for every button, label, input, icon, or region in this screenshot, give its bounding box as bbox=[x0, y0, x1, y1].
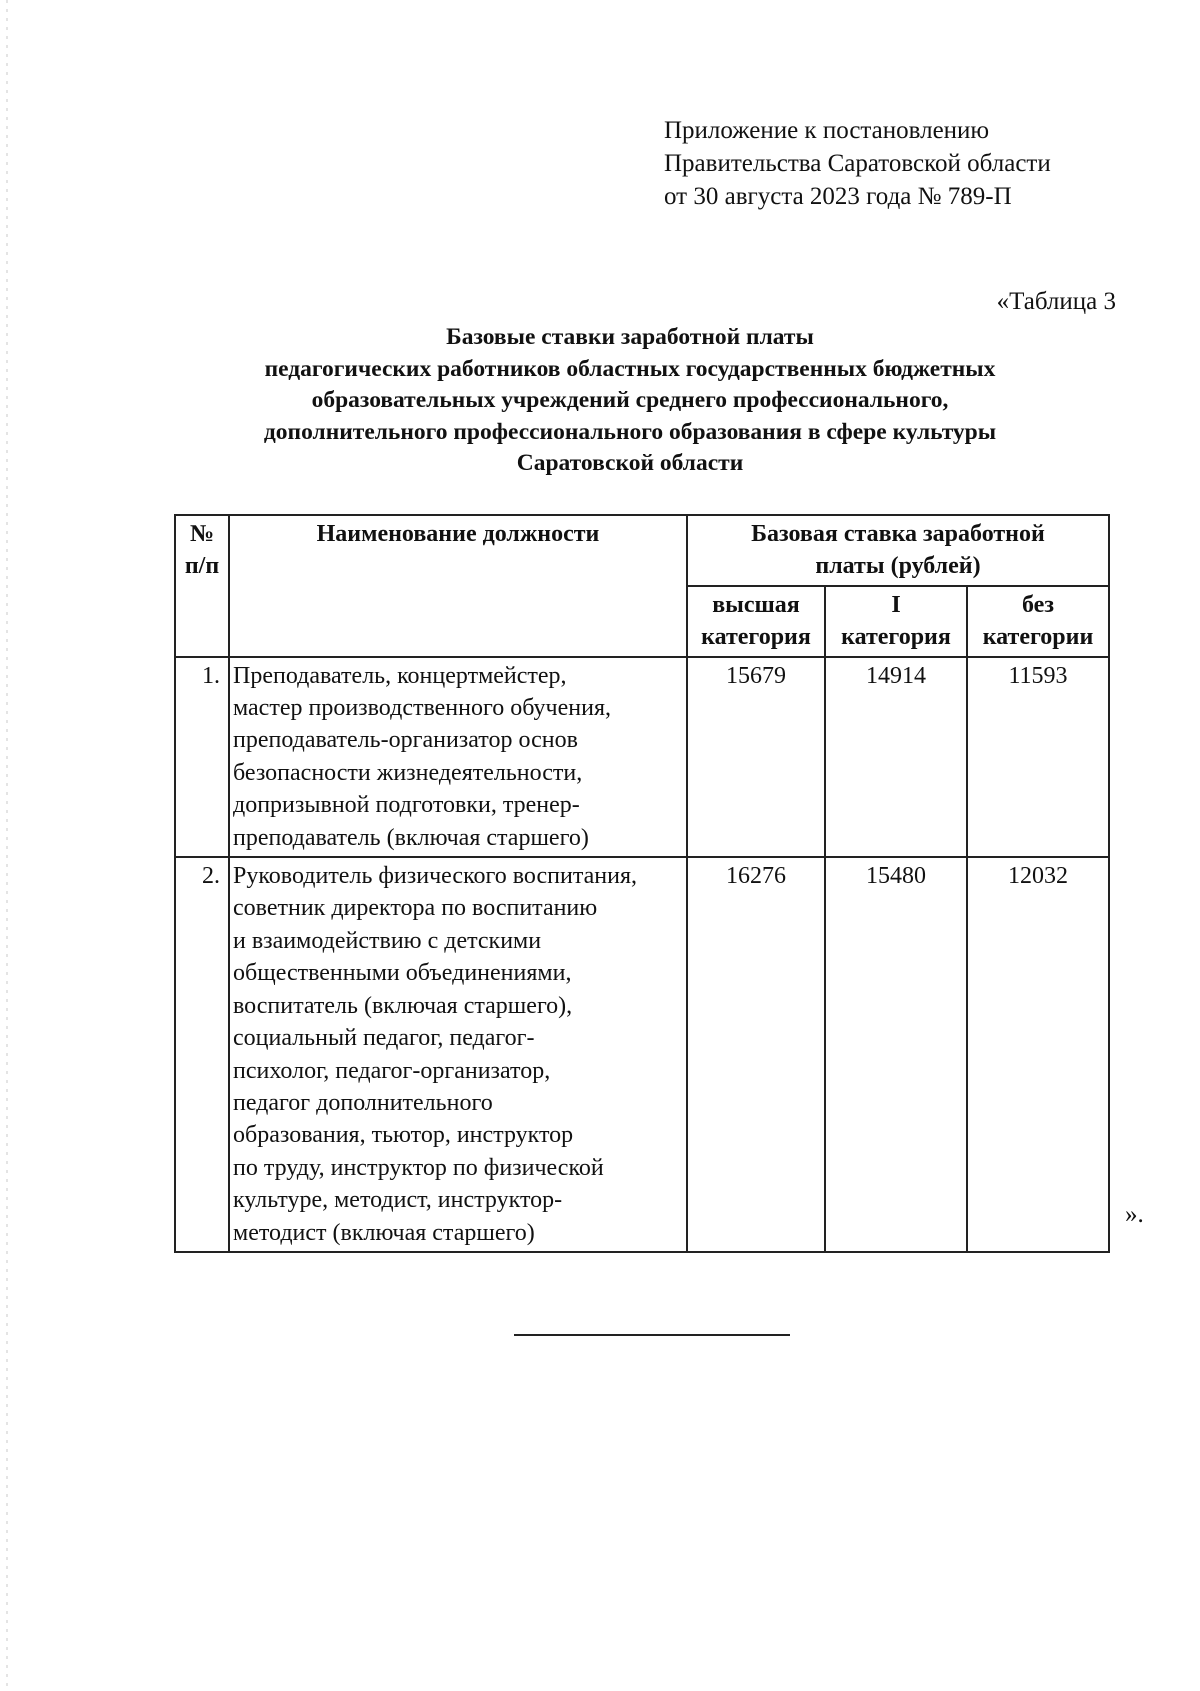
end-rule bbox=[514, 1334, 790, 1336]
header-position-name: Наименование должности bbox=[229, 515, 687, 657]
rate-no-category: 11593 bbox=[967, 657, 1109, 857]
title-line: педагогических работников областных государственных бюджетных bbox=[264, 355, 996, 382]
title-line: дополнительного профессионального образования в сфере культуры bbox=[263, 418, 997, 445]
rate-no-category: 12032 bbox=[967, 857, 1109, 1252]
title-line: образовательных учреждений среднего профессионального, bbox=[311, 387, 949, 413]
header-number-line1: № bbox=[189, 521, 215, 547]
annex-block bbox=[664, 114, 1051, 213]
header-base-rate-line2: платы (рублей) bbox=[815, 553, 981, 580]
rate-high-category: 15679 bbox=[687, 657, 825, 857]
header-category-first: I категория bbox=[825, 586, 967, 657]
table-label: «Таблица 3 bbox=[996, 288, 1116, 315]
header-category-none: без категории bbox=[967, 586, 1109, 657]
header-number bbox=[175, 515, 229, 657]
header-base-rate bbox=[687, 515, 1109, 586]
annex-line: от 30 августа 2023 года № 789-П bbox=[664, 183, 1012, 210]
row-number: 1. bbox=[175, 657, 229, 857]
table-row bbox=[175, 857, 1109, 1252]
header-category-high: высшая категория bbox=[687, 586, 825, 657]
rate-high-category: 16276 bbox=[687, 857, 825, 1252]
rate-first-category: 14914 bbox=[825, 657, 967, 857]
annex-line: Правительства Саратовской области bbox=[664, 150, 1051, 177]
header-base-rate-line1: Базовая ставка заработной bbox=[751, 521, 1045, 547]
annex-line: Приложение к постановлению bbox=[664, 117, 990, 144]
position-name: Руководитель физического воспитания, советник директора по воспитанию и взаимодействию с детскими общественными объединениями, воспитатель (включая старшего), социальный педагог, педагог- психолог, педагог-организатор, педагог дополнительного образования, тьютор, инструктор по труду, инструктор по физической культуре, методист, инструктор- методист (включая старшего) bbox=[229, 857, 687, 1252]
scan-edge-artifact bbox=[6, 0, 8, 1691]
position-name: Преподаватель, концертмейстер, мастер производственного обучения, преподаватель-организатор основ безопасности жизнедеятельности, допризывной подготовки, тренер- преподаватель (включая старшего) bbox=[229, 657, 687, 857]
row-number: 2. bbox=[175, 857, 229, 1252]
salary-rates-table bbox=[174, 514, 1110, 1253]
document-title bbox=[170, 322, 1090, 480]
header-row bbox=[175, 515, 1109, 586]
table-row bbox=[175, 657, 1109, 857]
header-number-line2: п/п bbox=[184, 553, 220, 580]
title-line: Саратовской области bbox=[516, 450, 744, 476]
title-line: Базовые ставки заработной платы bbox=[446, 324, 814, 350]
closing-quote-mark: ». bbox=[1125, 1201, 1144, 1228]
rate-first-category: 15480 bbox=[825, 857, 967, 1252]
